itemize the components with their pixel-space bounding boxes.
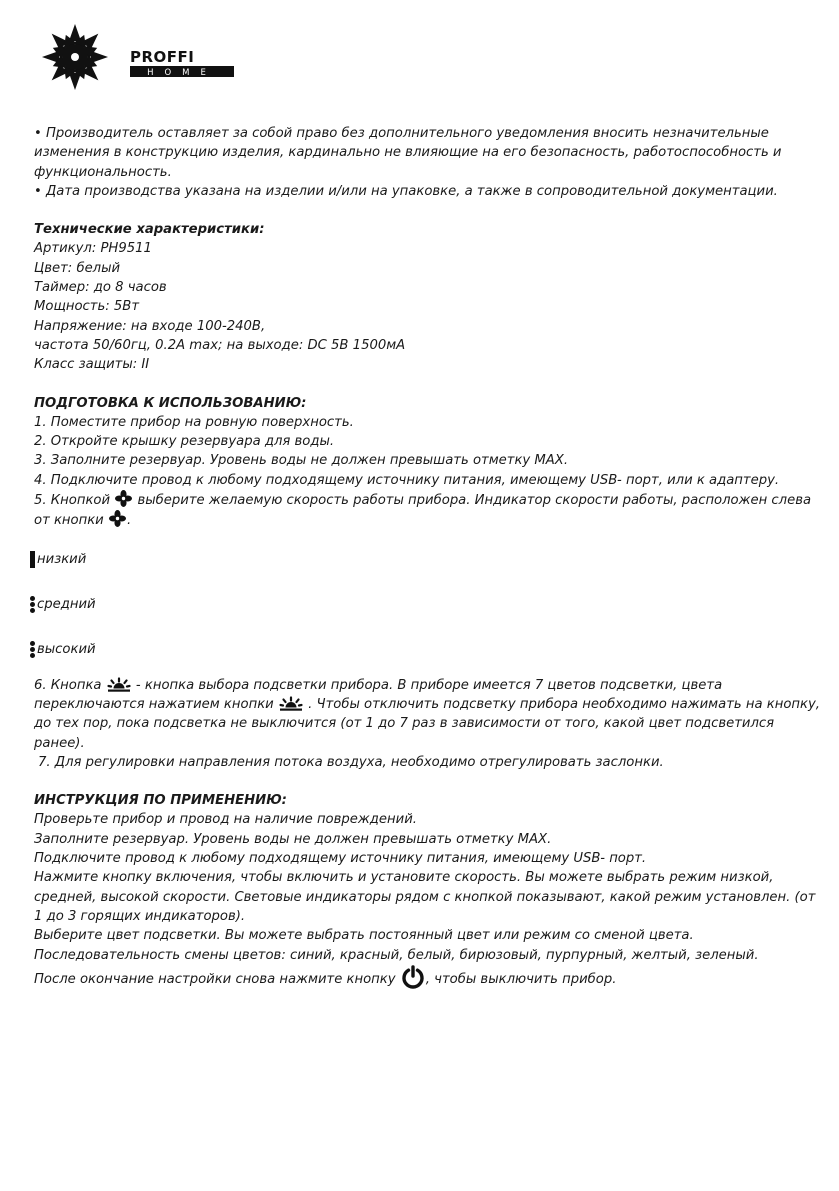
spec-color: Цвет: белый — [34, 260, 121, 276]
usage-line-1: Проверьте прибор и провод на наличие повреждений. — [34, 812, 417, 828]
prep-step-3: 3. Заполните резервуар. Уровень воды не должен превышать отметку MAX. — [34, 453, 569, 469]
fan-icon — [115, 490, 132, 507]
speed-indicator-2-icon — [30, 596, 35, 613]
light-icon — [279, 696, 303, 711]
spec-voltage: Напряжение: на входе 100-240В, — [34, 318, 266, 334]
speed-level-high: высокий — [30, 640, 824, 659]
usage-line-6: После окончание настройки снова нажмите кнопку , чтобы выключить прибор. — [34, 965, 824, 989]
prep-step-4: 4. Подключите провод к любому подходящему источнику питания, имеющему USB- порт, или к адаптеру. — [34, 472, 780, 488]
prep-step-5: 5. Кнопкой выберите желаемую скорость работы прибора. Индикатор скорости работы, расположен слева от кнопки . — [34, 490, 824, 531]
brand-logo — [40, 22, 240, 92]
spec-frequency: частота 50/60гц, 0.2А max; на выходе: DC 5В 1500мА — [34, 337, 406, 353]
prep-step-2: 2. Откройте крышку резервуара для воды. — [34, 434, 335, 450]
usage-line-4: Нажмите кнопку включения, чтобы включить и установите скорость. Вы можете выбрать режим низкой, средней, высокой скорости. Световые индикаторы рядом с кнопкой показывают, какой режим установлен. (от 1 до 3 горящих индикаторов). — [34, 870, 816, 924]
speed-indicator-1-icon — [30, 551, 35, 568]
spec-protection-class: Класс защиты: II — [34, 357, 150, 373]
note-changes: • Производитель оставляет за собой право без дополнительного уведомления вносить незначительные изменения в конструкцию изделия, кардинально не влияющие на его безопасность, работоспособность и функциональность. — [34, 126, 782, 180]
prep-step-1: 1. Поместите прибор на ровную поверхность. — [34, 414, 354, 430]
brand-name: PROFFI — [130, 48, 195, 66]
usage-line-2: Заполните резервуар. Уровень воды не должен превышать отметку MAX. — [34, 831, 552, 847]
brand-sub: HOME — [147, 68, 217, 78]
document-body — [34, 124, 824, 989]
power-icon — [401, 965, 425, 989]
spec-timer: Таймер: до 8 часов — [34, 280, 167, 296]
speed-level-mid: средний — [30, 595, 824, 614]
speed-indicator-3-icon — [30, 641, 35, 658]
usage-line-3: Подключите провод к любому подходящему источнику питания, имеющему USB- порт. — [34, 851, 647, 867]
spec-power: Мощность: 5Вт — [34, 299, 140, 315]
sun-flower-logo-icon — [42, 24, 108, 90]
specs-title: Технические характеристики: — [34, 222, 265, 238]
speed-level-low: низкий — [30, 550, 824, 569]
spec-article: Артикул: PH9511 — [34, 241, 152, 257]
usage-line-5: Выберите цвет подсветки. Вы можете выбрать постоянный цвет или режим со сменой цвета. Последовательность смены цветов: синий, красный, белый, бирюзовый, пурпурный, желтый, зеленый. — [34, 928, 759, 963]
light-icon — [107, 677, 131, 692]
prep-step-7: 7. Для регулировки направления потока воздуха, необходимо отрегулировать заслонки. — [38, 754, 664, 770]
prep-title: ПОДГОТОВКА К ИСПОЛЬЗОВАНИЮ: — [34, 395, 307, 411]
fan-icon — [109, 510, 126, 527]
usage-title: ИНСТРУКЦИЯ ПО ПРИМЕНЕНИЮ: — [34, 793, 287, 809]
prep-step-6: 6. Кнопка - кнопка выбора подсветки прибора. В приборе имеется 7 цветов подсветки, цвета переключаются нажатием кнопки . Чтобы отключить подсветку прибора необходимо нажимать на кнопку, до тех пор, пока подсветка не выключится (от 1 до 7 раз в зависимости от того, какой цвет подсветился ранее). — [34, 677, 820, 751]
note-production-date: • Дата производства указана на изделии и/или на упаковке, а также в сопроводительной документации. — [34, 183, 778, 199]
